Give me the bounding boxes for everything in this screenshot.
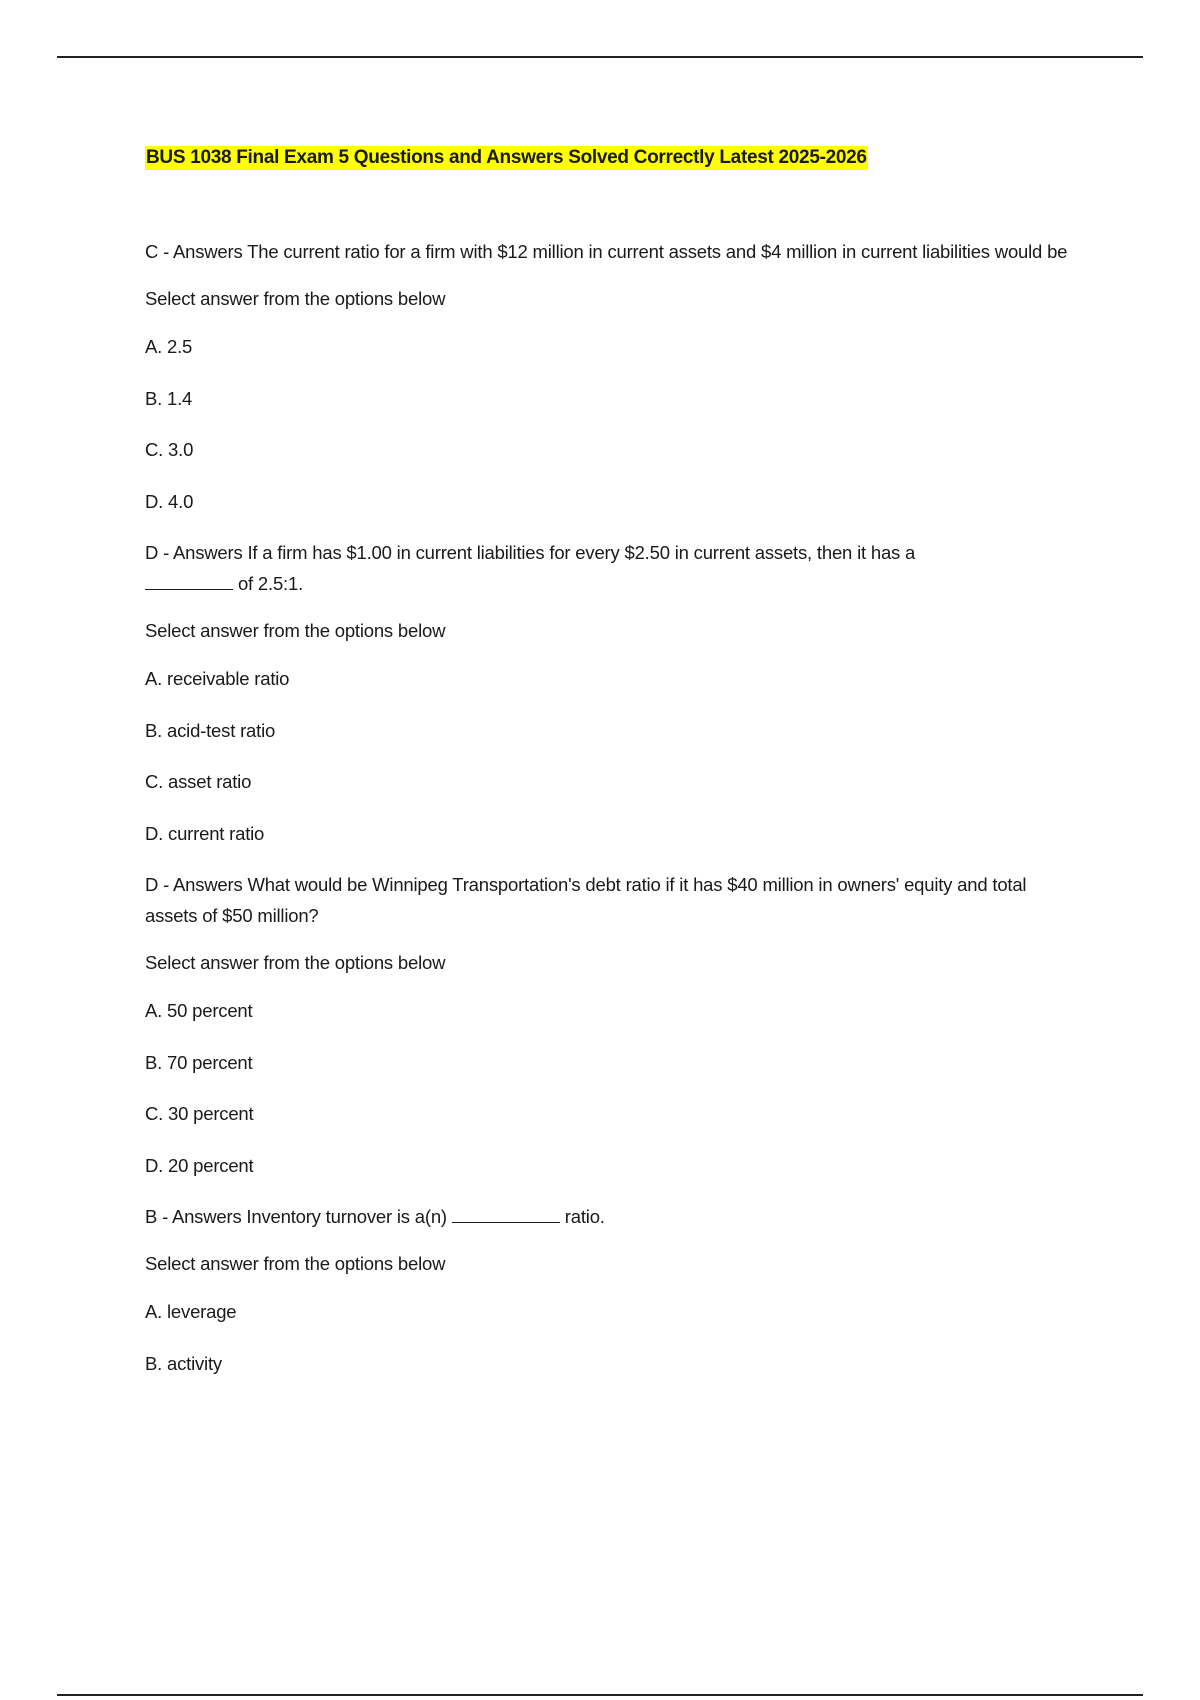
answer-option: A. 50 percent [145, 1000, 253, 1021]
answer-option: C. 30 percent [145, 1103, 254, 1124]
select-prompt: Select answer from the options below [145, 1253, 446, 1274]
question-text-part: D - Answers If a firm has $1.00 in current liabilities for every $2.50 in current assets, then it has a [145, 542, 916, 563]
select-prompt: Select answer from the options below [145, 288, 446, 309]
question-text-part: B - Answers Inventory turnover is a(n) [145, 1206, 447, 1227]
question-block-1 [145, 236, 1075, 517]
answer-option: D. current ratio [145, 822, 265, 844]
fill-in-blank [145, 571, 233, 590]
answer-option: C. 3.0 [145, 439, 194, 460]
question-text: D - Answers What would be Winnipeg Transportation's debt ratio if it has $40 million in owners' equity and total assets of $50 million? [145, 874, 1027, 926]
question-text-part: ratio. [564, 1206, 605, 1227]
question-text-part: of 2.5:1. [237, 573, 304, 594]
question-text: C - Answers The current ratio for a firm with $12 million in current assets and $4 million in current liabilities would be [145, 241, 1068, 262]
bottom-rule [57, 1694, 1143, 1696]
select-prompt: Select answer from the options below [145, 952, 446, 973]
question-text [145, 537, 1075, 599]
answer-option: C. asset ratio [145, 771, 252, 792]
question-block-4 [145, 1201, 1075, 1379]
question-block-3 [145, 869, 1075, 1181]
answer-option: B. 70 percent [145, 1051, 253, 1073]
answer-option: D. 4.0 [145, 490, 194, 512]
answer-option: B. 1.4 [145, 387, 193, 409]
top-rule [57, 56, 1143, 58]
answer-option: B. acid-test ratio [145, 719, 276, 741]
answer-option: D. 20 percent [145, 1154, 254, 1176]
document-body [145, 146, 1075, 1399]
select-prompt: Select answer from the options below [145, 620, 446, 641]
answer-option: A. 2.5 [145, 336, 193, 357]
answer-option: A. receivable ratio [145, 668, 290, 689]
question-text [145, 1201, 1075, 1232]
answer-option: A. leverage [145, 1301, 237, 1322]
document-title: BUS 1038 Final Exam 5 Questions and Answers Solved Correctly Latest 2025-2026 [146, 147, 867, 168]
answer-option: B. activity [145, 1352, 222, 1374]
question-block-2 [145, 537, 1075, 849]
fill-in-blank [452, 1204, 560, 1223]
